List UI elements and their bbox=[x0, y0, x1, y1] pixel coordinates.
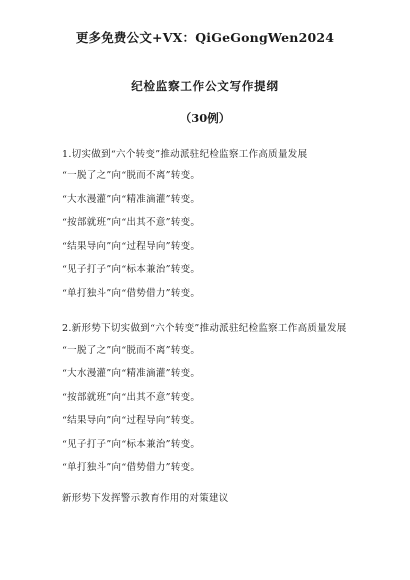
list-item: “大水漫灌”向“精准滴灌”转变。 bbox=[62, 193, 201, 205]
list-item: “单打独斗”向“借势借力”转变。 bbox=[62, 288, 201, 300]
promo-header: 更多免费公文+VX：QiGeGongWen2024 bbox=[75, 30, 335, 45]
list-item: “按部就班”向“出其不意”转变。 bbox=[62, 217, 201, 229]
section-heading: 2.新形势下切实做到“六个转变”推动派驻纪检监察工作高质量发展 bbox=[62, 323, 347, 334]
list-item: “大水漫灌”向“精准滴灌”转变。 bbox=[62, 368, 201, 380]
section-heading: 1.切实做到“六个转变”推动派驻纪检监察工作高质量发展 bbox=[62, 149, 308, 160]
document-subtitle: （30例） bbox=[179, 111, 231, 125]
list-item: “一脱了之”向“脱而不离”转变。 bbox=[62, 344, 201, 356]
outline-section-1 bbox=[62, 146, 362, 306]
list-item: “见子打子”向“标本兼治”转变。 bbox=[62, 264, 201, 276]
document-title: 纪检监察工作公文写作提纲 bbox=[131, 79, 279, 93]
list-item: “一脱了之”向“脱而不离”转变。 bbox=[62, 170, 201, 182]
section-item-list bbox=[62, 164, 362, 306]
section-item-list bbox=[62, 339, 362, 481]
list-item: “按部就班”向“出其不意”转变。 bbox=[62, 391, 201, 403]
list-item: “结果导向”向“过程导向”转变。 bbox=[62, 415, 201, 427]
outline-section-2 bbox=[62, 320, 362, 480]
next-section-heading: 新形势下发挥警示教育作用的对策建议 bbox=[62, 493, 229, 504]
list-item: “单打独斗”向“借势借力”转变。 bbox=[62, 462, 201, 474]
list-item: “见子打子”向“标本兼治”转变。 bbox=[62, 438, 201, 450]
list-item: “结果导向”向“过程导向”转变。 bbox=[62, 240, 201, 252]
